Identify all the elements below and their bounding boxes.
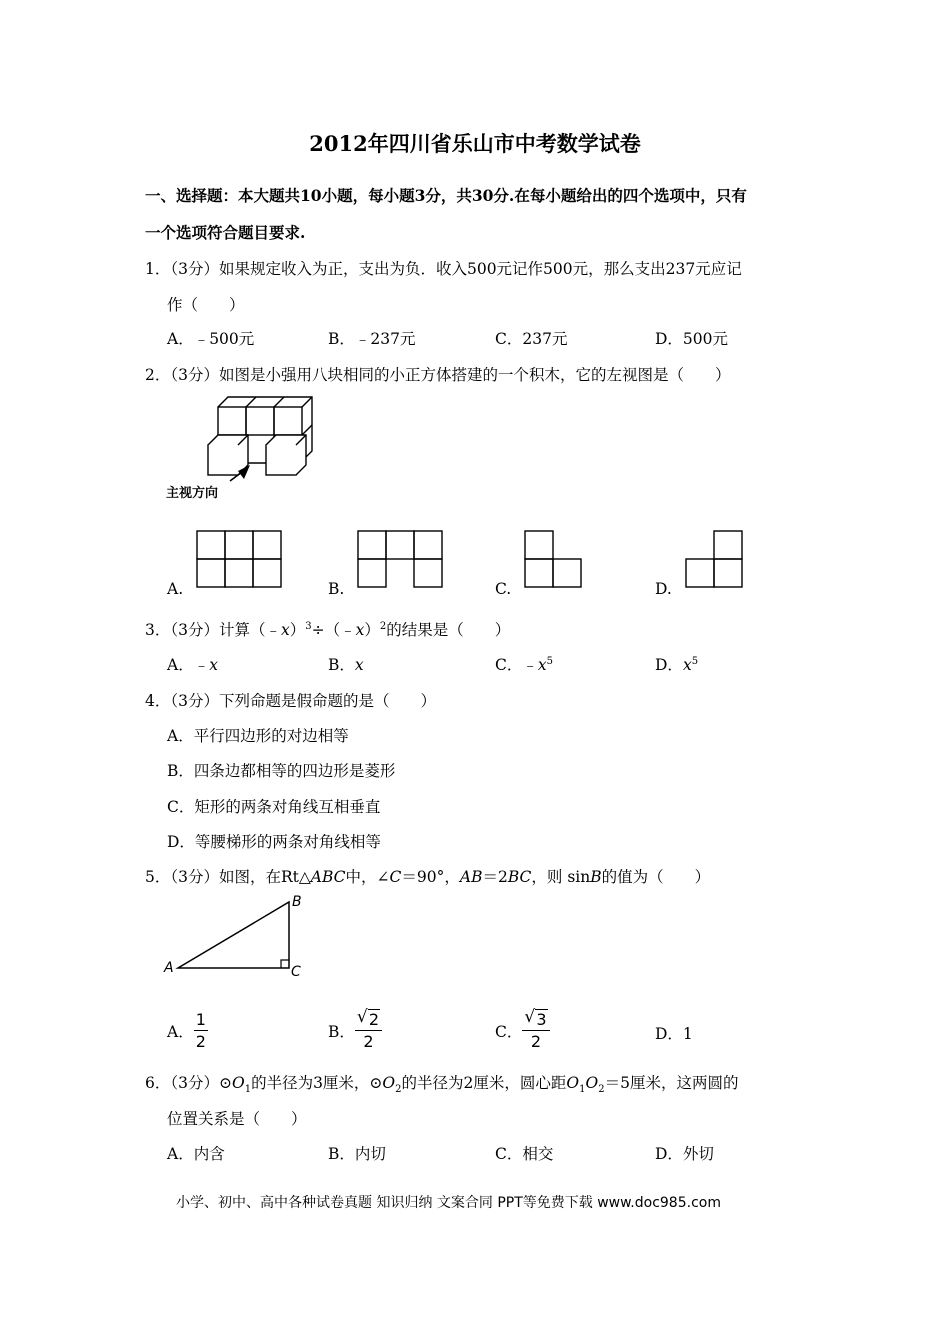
q6-option-b: B．内切 [328,1145,386,1163]
question-5-stem: 5．（3分）如图，在Rt△ABC中，∠C＝90°，AB＝2BC，则 sinB的值为（ ） [145,868,711,886]
q2-option-b-figure [357,530,447,590]
view-direction-label: 主视方向 [166,486,219,501]
q3-option-d: D．$x^5$ [655,655,699,674]
q6-option-d: D．外切 [655,1145,714,1163]
q2-option-d-label: D. [655,580,672,598]
footer-link[interactable]: 小学、初中、高中各种试卷真题 知识归纳 文案合同 PPT等免费下载 www.doc985.com [176,1195,721,1211]
cube-face [274,407,302,435]
question-4-stem: 4．（3分）下列命题是假命题的是（ ） [145,692,436,710]
q5-option-c: C． √ 3 2 [495,1012,550,1050]
q6-option-a: A．内含 [167,1145,225,1163]
cube-edge [302,397,312,407]
cube-face [218,407,246,435]
question-3-stem: 3．（3分）计算（﹣x）$^3$÷（﹣x）$^2$的结果是（ ） [145,620,511,639]
q1-option-d: D．500元 [655,330,729,348]
cube-face [246,407,274,435]
question-2-stem: 2．（3分）如图是小强用八块相同的小正方体搭建的一个积木，它的左视图是（ ） [145,366,731,384]
q5-option-a: A． $\frac{1}{2}$ [167,1010,206,1051]
question-6-stem-cont: 位置关系是（ ） [167,1110,307,1128]
q2-option-a-label: A. [167,580,184,598]
q5-option-d: D．1 [655,1025,693,1043]
q4-option-d: D．等腰梯形的两条对角线相等 [167,833,381,851]
right-triangle-figure [160,892,310,984]
q3-option-a: A．﹣x [167,656,218,674]
vertex-b-label: B [292,894,302,910]
q2-option-c-figure [524,530,586,590]
q2-option-a-figure [196,530,286,590]
q4-option-b: B．四条边都相等的四边形是菱形 [167,762,396,780]
q2-option-b-label: B. [328,580,345,598]
question-1-stem-cont: 作（ ） [167,296,245,314]
q1-option-b: B．﹣237元 [328,330,416,348]
vertex-c-label: C [291,964,301,980]
cube-edge [302,425,312,435]
q3-option-c: C．$﹣x^5$ [495,655,553,674]
cube-edge [274,397,284,407]
q4-option-a: A．平行四边形的对边相等 [167,727,349,745]
question-1-stem: 1．（3分）如果规定收入为正，支出为负．收入500元记作500元，那么支出237元应记 [145,260,742,278]
q4-option-c: C．矩形的两条对角线互相垂直 [167,798,381,816]
section-heading-line2: 一个选项符合题目要求. [145,223,306,242]
right-angle-mark [281,960,289,968]
page-title: 2012年四川省乐山市中考数学试卷 [309,131,641,156]
fraction-one-half: $\frac{1}{2}$ [195,1010,206,1051]
q1-option-a: A．﹣500元 [167,330,255,348]
q1-option-c: C．237元 [495,330,568,348]
q5-option-b: B． √ 2 2 [328,1012,382,1050]
section-heading-line1: 一、选择题：本大题共10小题，每小题3分，共30分.在每小题给出的四个选项中，只有 [145,186,747,205]
fraction-sqrt3-over-2: √ 3 2 [522,1012,549,1050]
triangle-abc [178,902,289,968]
q2-option-c-label: C. [495,580,512,598]
question-6-stem: 6．（3分）$⊙O_1$的半径为3厘米，$⊙O_2$的半径为2厘米，圆心距$O_1O_2=5$厘米，这两圆的 [145,1074,739,1096]
q6-option-c: C．相交 [495,1145,554,1163]
q3-option-b: B．x [328,656,364,674]
cube-figure [160,393,325,505]
cube-edge [246,397,256,407]
vertex-a-label: A [164,960,174,976]
q2-option-d-figure [685,530,747,590]
fraction-sqrt2-over-2: √ 2 2 [355,1012,382,1050]
